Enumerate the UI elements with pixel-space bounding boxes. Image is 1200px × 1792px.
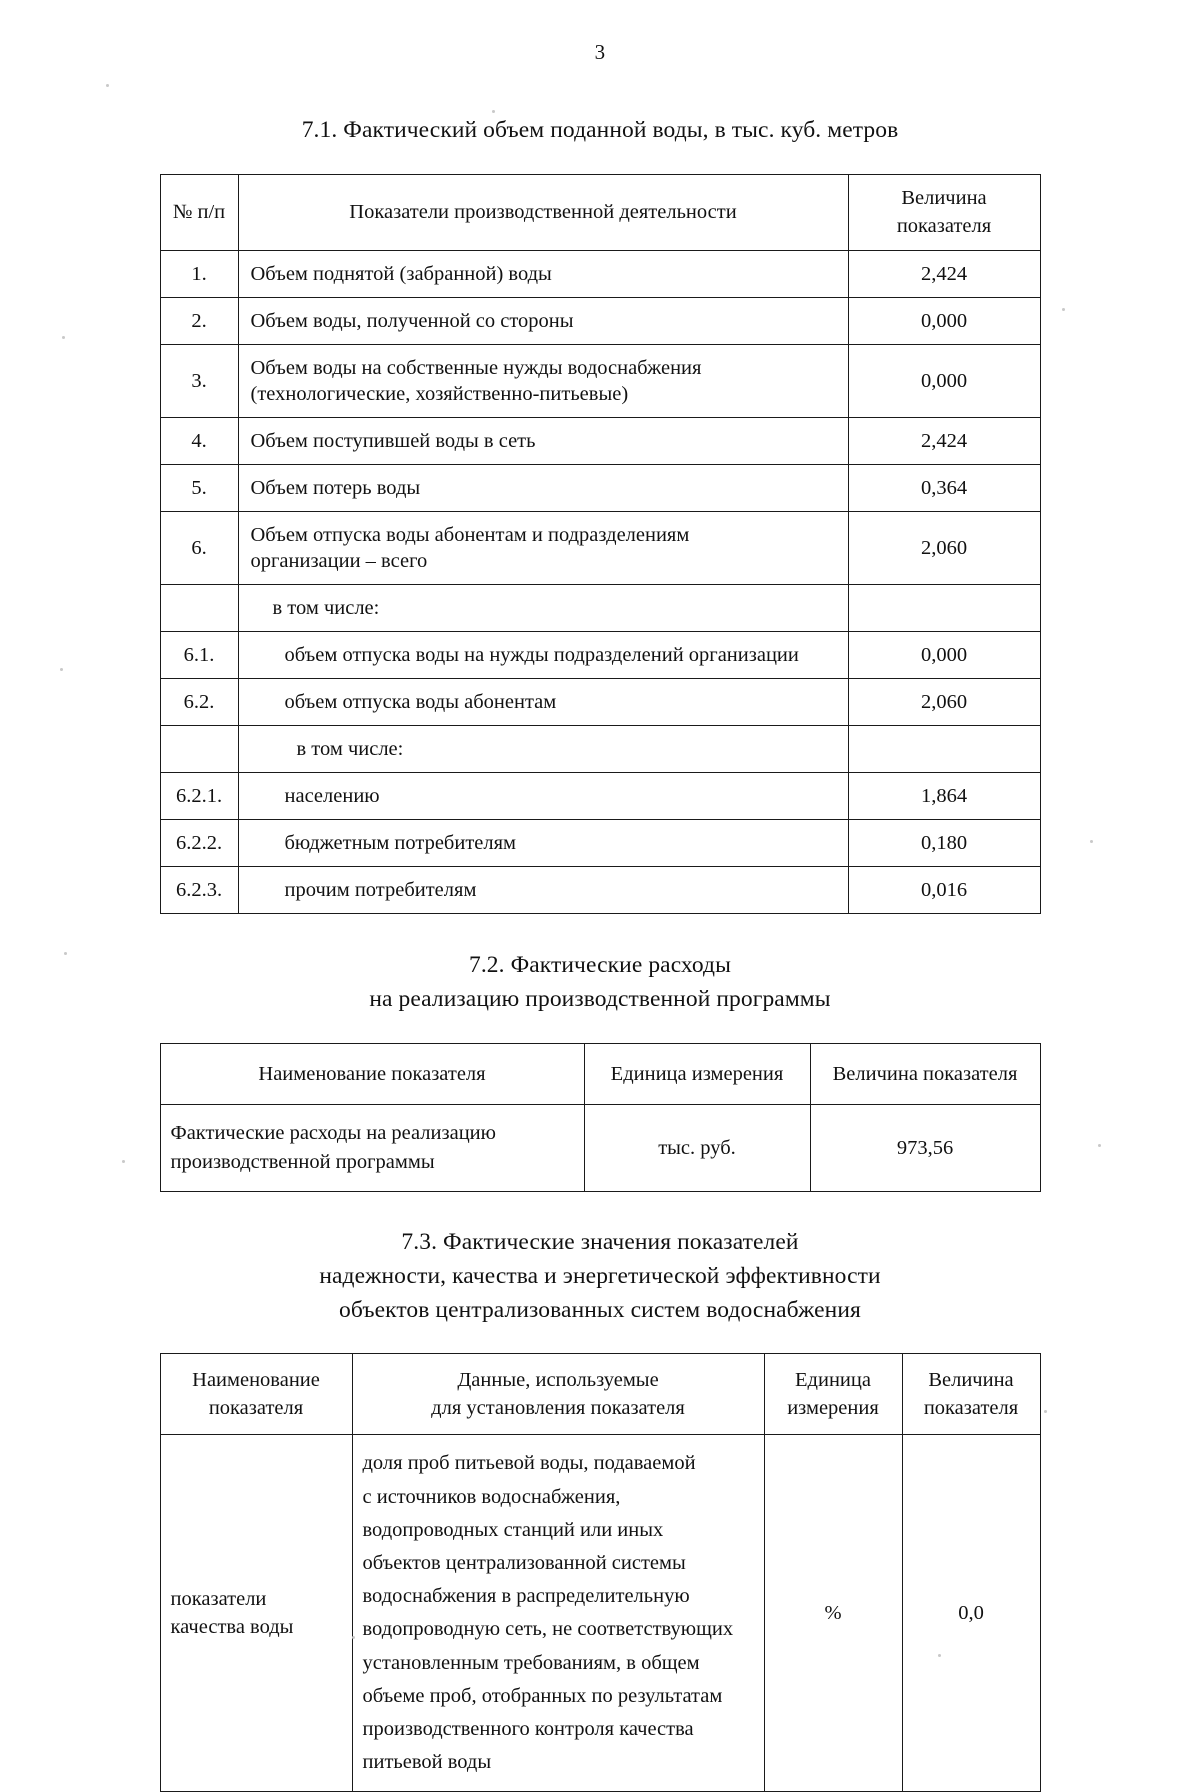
column-header-value-line2: показателя <box>896 214 992 237</box>
column-header-value-line2: показателя <box>923 1397 1019 1420</box>
row-value: 0,0 <box>902 1435 1040 1792</box>
row-label-line1: Объем отпуска воды абонентам и подразделениям <box>250 523 690 546</box>
page-number: 3 <box>594 40 606 64</box>
row-label-line1: Объем воды на собственные нужды водоснабжения <box>250 356 702 379</box>
row-value: 2,060 <box>848 512 1040 585</box>
row-label-line2: производственной программы <box>170 1150 435 1173</box>
column-header-unit-line1: Единица <box>795 1368 871 1391</box>
data-line: с источников водоснабжения, <box>362 1485 621 1508</box>
table-header-row <box>160 1353 1040 1435</box>
row-value: 0,000 <box>848 345 1040 418</box>
row-number: 6.2.3. <box>160 867 238 914</box>
row-label <box>238 345 848 418</box>
table-row <box>160 1435 1040 1792</box>
section-72-title-line1: 7.2. Фактические расходы <box>468 952 731 979</box>
row-number: 4. <box>160 418 238 465</box>
row-number: 2. <box>160 298 238 345</box>
row-value: 0,180 <box>848 820 1040 867</box>
row-label: населению <box>238 773 848 820</box>
table-actual-expenses <box>160 1043 1041 1192</box>
section-72-title <box>160 948 1040 1016</box>
table-row <box>160 512 1040 585</box>
row-number: 1. <box>160 251 238 298</box>
row-label: Объем воды, полученной со стороны <box>238 298 848 345</box>
table-row <box>160 867 1040 914</box>
row-value <box>848 585 1040 632</box>
row-unit: % <box>764 1435 902 1792</box>
column-header-indicator-name: Наименование показателя <box>160 1043 584 1105</box>
scan-speckle <box>122 1160 125 1163</box>
row-label: прочим потребителям <box>238 867 848 914</box>
row-value: 2,424 <box>848 251 1040 298</box>
data-line: водоснабжения в распределительную <box>362 1585 690 1608</box>
data-line: водопроводных станций или иных <box>362 1518 664 1541</box>
row-label: бюджетным потребителям <box>238 820 848 867</box>
row-value: 0,016 <box>848 867 1040 914</box>
column-header-data-used <box>352 1353 764 1435</box>
data-line: питьевой воды <box>362 1751 492 1774</box>
scan-speckle <box>64 952 67 955</box>
column-header-number: № п/п <box>160 175 238 251</box>
column-header-value <box>848 175 1040 251</box>
table-row <box>160 679 1040 726</box>
column-header-unit: Единица измерения <box>584 1043 810 1105</box>
table-row <box>160 251 1040 298</box>
row-value: 1,864 <box>848 773 1040 820</box>
row-value: 973,56 <box>810 1105 1040 1191</box>
data-line: водопроводную сеть, не соответствующих <box>362 1618 734 1641</box>
table-row <box>160 632 1040 679</box>
row-value: 2,060 <box>848 679 1040 726</box>
row-label-line2: организации – всего <box>250 550 428 573</box>
row-number: 6.1. <box>160 632 238 679</box>
table-row <box>160 585 1040 632</box>
column-header-data-used-line2: для установления показателя <box>431 1397 685 1420</box>
row-value: 2,424 <box>848 418 1040 465</box>
row-label <box>160 1435 352 1792</box>
table-row <box>160 418 1040 465</box>
table-row <box>160 820 1040 867</box>
scan-speckle <box>1090 840 1093 843</box>
column-header-unit <box>764 1353 902 1435</box>
row-label <box>160 1105 584 1191</box>
row-value: 0,364 <box>848 465 1040 512</box>
row-number: 6.2.2. <box>160 820 238 867</box>
row-value <box>848 726 1040 773</box>
row-label-line1: показатели <box>170 1587 267 1610</box>
row-number: 6. <box>160 512 238 585</box>
data-line: производственного контроля качества <box>362 1717 694 1740</box>
table-row <box>160 773 1040 820</box>
table-row <box>160 465 1040 512</box>
table-row <box>160 1105 1040 1191</box>
column-header-indicator-name-line2: показателя <box>208 1397 304 1420</box>
row-number: 6.2. <box>160 679 238 726</box>
row-unit: тыс. руб. <box>584 1105 810 1191</box>
row-label <box>238 512 848 585</box>
row-label: в том числе: <box>238 726 848 773</box>
scan-speckle <box>62 336 65 339</box>
row-label: объем отпуска воды абонентам <box>238 679 848 726</box>
section-73-title-line1: 7.3. Фактические значения показателей <box>401 1228 799 1255</box>
scan-speckle <box>60 668 63 671</box>
table-row <box>160 345 1040 418</box>
column-header-value-line1: Величина <box>928 1368 1014 1391</box>
row-data-description <box>352 1435 764 1792</box>
row-value: 0,000 <box>848 298 1040 345</box>
row-label: Объем поступившей воды в сеть <box>238 418 848 465</box>
document-page <box>0 40 1200 1774</box>
column-header-value-line1: Величина <box>901 187 987 210</box>
row-label: Объем поднятой (забранной) воды <box>238 251 848 298</box>
table-header-row <box>160 1043 1040 1105</box>
table-row <box>160 726 1040 773</box>
row-number <box>160 585 238 632</box>
row-number <box>160 726 238 773</box>
row-number: 5. <box>160 465 238 512</box>
row-label-line1: Фактические расходы на реализацию <box>170 1122 496 1145</box>
row-label: объем отпуска воды на нужды подразделений организации <box>238 632 848 679</box>
column-header-indicator: Показатели производственной деятельности <box>238 175 848 251</box>
row-label: в том числе: <box>238 585 848 632</box>
column-header-indicator-name-line1: Наименование <box>192 1368 320 1391</box>
scan-speckle <box>106 84 109 87</box>
section-71-title: 7.1. Фактический объем поданной воды, в тыс. куб. метров <box>301 117 899 143</box>
section-73-title-line3: объектов централизованных систем водоснабжения <box>339 1296 861 1323</box>
data-line: объеме проб, отобранных по результатам <box>362 1684 723 1707</box>
table-row <box>160 298 1040 345</box>
scan-speckle <box>1044 1410 1047 1413</box>
data-line: объектов централизованной системы <box>362 1551 686 1574</box>
row-label-line2: качества воды <box>170 1616 294 1639</box>
section-72-title-line2: на реализацию производственной программы <box>369 986 831 1013</box>
data-line: доля проб питьевой воды, подаваемой <box>362 1452 696 1475</box>
scan-speckle <box>1062 308 1065 311</box>
scan-speckle <box>1098 1144 1101 1147</box>
section-73-title <box>160 1225 1040 1327</box>
table-reliability-quality-indicators <box>160 1353 1041 1792</box>
row-number: 3. <box>160 345 238 418</box>
column-header-data-used-line1: Данные, используемые <box>457 1368 659 1391</box>
data-line: установленным требованиям, в общем <box>362 1651 700 1674</box>
table-header-row <box>160 175 1040 251</box>
row-label-line2: (технологические, хозяйственно-питьевые) <box>250 383 629 406</box>
section-73-title-line2: надежности, качества и энергетической эффективности <box>319 1262 881 1289</box>
row-value: 0,000 <box>848 632 1040 679</box>
column-header-unit-line2: измерения <box>787 1397 879 1420</box>
table-volume-of-water-supplied <box>160 174 1041 914</box>
column-header-value: Величина показателя <box>810 1043 1040 1105</box>
column-header-indicator-name <box>160 1353 352 1435</box>
row-number: 6.2.1. <box>160 773 238 820</box>
column-header-value <box>902 1353 1040 1435</box>
row-label: Объем потерь воды <box>238 465 848 512</box>
